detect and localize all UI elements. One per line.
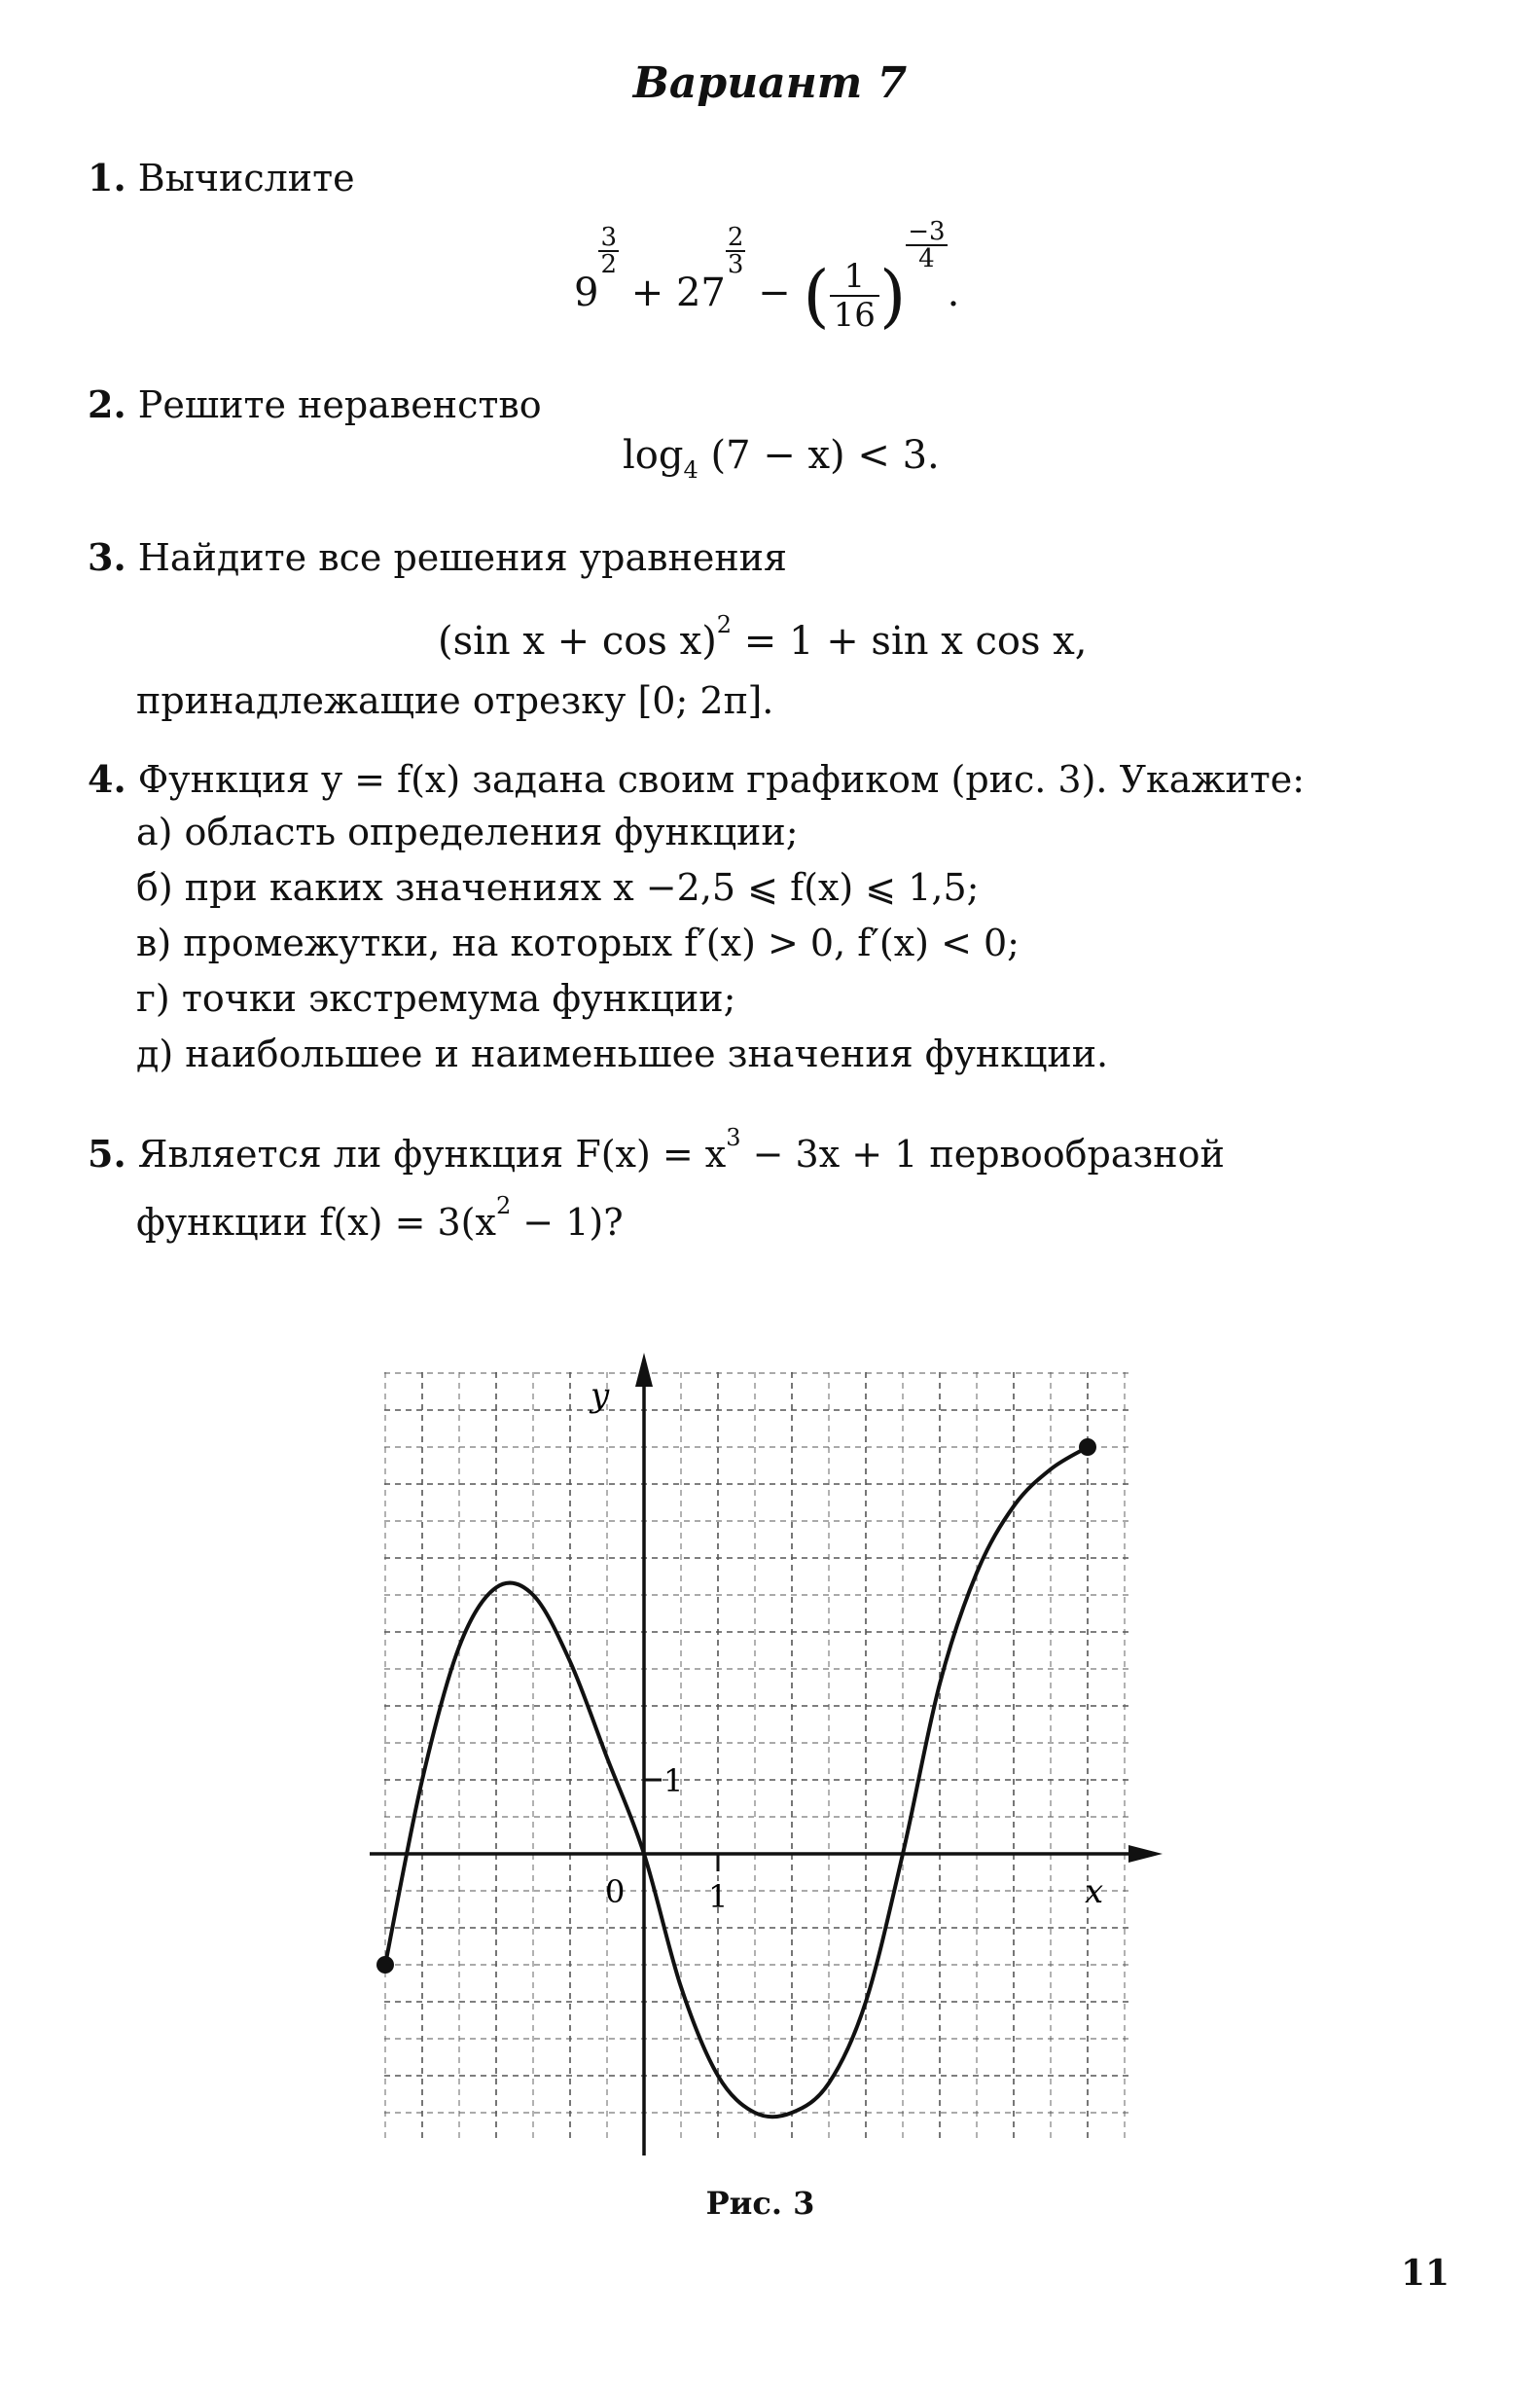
task-5-number: 5. [88, 1132, 126, 1176]
base-27: 27 [675, 271, 726, 315]
task-4-item-e: д) наибольшее и наименьшее значения функции. [136, 1032, 1109, 1075]
page-title: Вариант 7 [632, 58, 908, 108]
right-endpoint [1079, 1438, 1096, 1456]
x-unit-label: 1 [708, 1878, 729, 1915]
task-1-expression: 9 $\frac{3}{2}$ + 27 $\frac{2}{3}$ − ( $\frac{1}{16}$ ) $\frac{-3}{4}$ . [574, 217, 960, 336]
graph-grid [384, 1372, 1133, 2141]
exponent-2-3: $\frac{2}{3}$ [727, 223, 744, 279]
task-3-number: 3. [88, 535, 126, 579]
exponent-3-2: $\frac{3}{2}$ [600, 223, 617, 279]
task-1-heading [88, 156, 355, 199]
fraction-1-16: $\frac{1}{16}$ [830, 260, 879, 332]
task-4-number: 4. [88, 757, 126, 801]
task-5-line-1: 5. Является ли функция $F(x) = x^3 - 3x + 1$ первообразной [88, 1124, 1225, 1176]
left-endpoint [376, 1956, 394, 1974]
y-axis-arrow [635, 1353, 653, 1387]
function-curve [385, 1447, 1088, 2117]
task-4-item-b: б) при каких значениях x −2,5 ⩽ f(x) ⩽ 1,5; [136, 866, 980, 909]
plus-sign: + [630, 271, 664, 315]
base-9: 9 [574, 271, 599, 315]
task-4-item-a: а) область определения функции; [136, 811, 799, 853]
figure-caption: Рис. 3 [705, 2185, 815, 2222]
y-unit-label: 1 [663, 1762, 684, 1799]
function-graph [350, 1348, 1167, 2165]
exponent-neg-3-4: $\frac{-3}{4}$ [908, 217, 946, 273]
origin-label: 0 [605, 1873, 626, 1910]
page-number: 11 [1401, 2253, 1450, 2294]
task-5-line-2: функции $f(x) = 3(x^2 - 1)$? [136, 1192, 624, 1244]
task-3-equation: (sin x + cos x)$^2$ = 1 + sin x cos x, [438, 611, 1088, 664]
task-4-text: Функция y = f(x) задана своим графиком (рис. 3). Укажите: [137, 758, 1306, 801]
task-1-text: Вычислите [137, 157, 355, 199]
task-3-tail: принадлежащие отрезку [0; 2π]. [136, 679, 774, 722]
task-2-number: 2. [88, 382, 126, 426]
task-4-heading [88, 757, 1305, 801]
minus-sign: − [758, 271, 791, 315]
task-4-item-c: в) промежутки, на которых f′(x) > 0, f′(x) < 0; [136, 922, 1020, 964]
y-axis-label: y [591, 1376, 610, 1415]
x-axis-label: x [1085, 1872, 1104, 1911]
task-2-text: Решите неравенство [137, 383, 542, 426]
task-1-number: 1. [88, 156, 126, 199]
task-3-heading [88, 535, 787, 579]
task-2-inequality: $\log_4 (7 - x) < 3$. [623, 433, 940, 484]
task-4-item-d: г) точки экстремума функции; [136, 977, 736, 1020]
x-axis-arrow [1128, 1845, 1163, 1863]
task-3-text: Найдите все решения уравнения [137, 536, 787, 579]
task-2-heading [88, 382, 542, 426]
